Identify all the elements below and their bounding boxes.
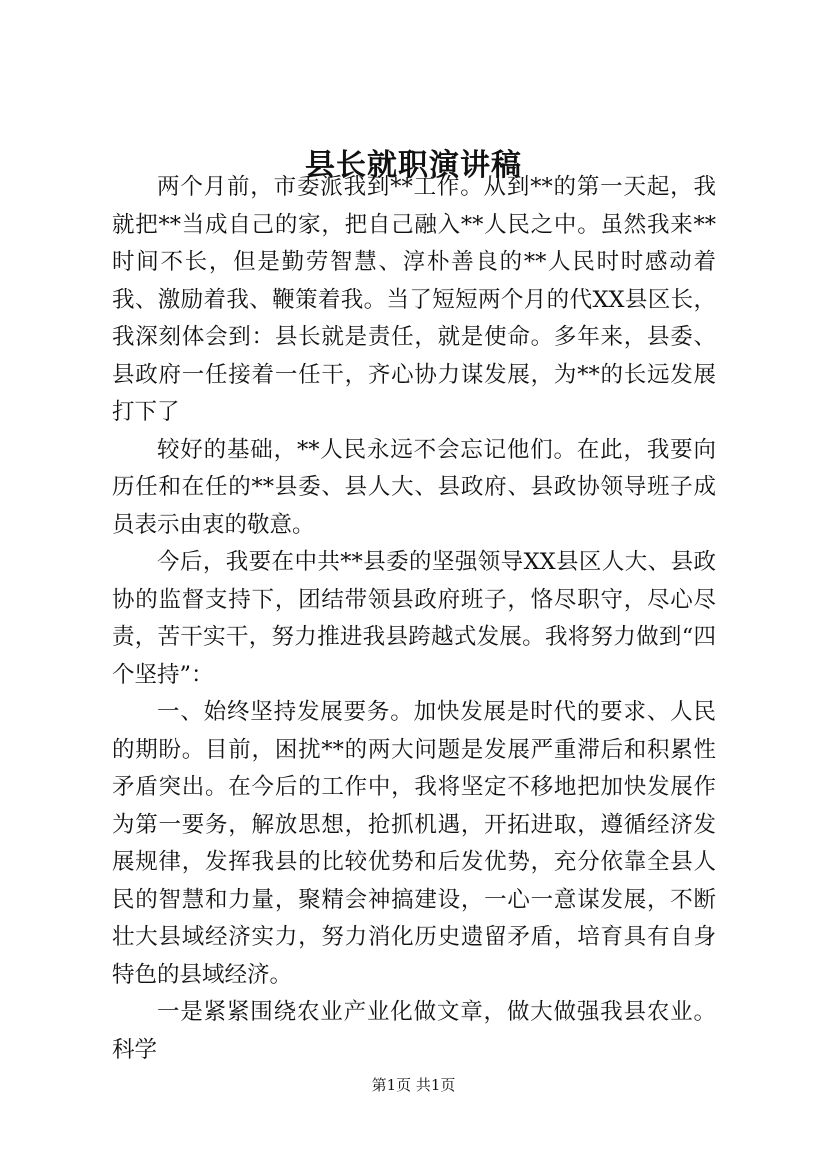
document-body [112,169,716,1069]
paragraph-1: 两个月前，市委派我到**工作。从到**的第一天起，我就把**当成自己的家，把自己融入**人民之中。虽然我来**时间不长，但是勤劳智慧、淳朴善良的**人民时时感动着我、激励着我、鞭策着我。当了短短两个月的代XX县区长，我深刻体会到：县长就是责任，就是使命。多年来，县委、县政府一任接着一任干，齐心协力谋发展，为**的长远发展打下了 [112,174,716,425]
page-footer: 第1页 共1页 [371,1076,456,1094]
paragraph-5: 一是紧紧围绕农业产业化做文章，做大做强我县农业。科学 [112,999,716,1063]
paragraph-4: 一、始终坚持发展要务。加快发展是时代的要求、人民的期盼。目前，困扰**的两大问题是发展严重滞后和积累性矛盾突出。在今后的工作中，我将坚定不移地把加快发展作为第一要务，解放思想，抢抓机遇，开拓进取，遵循经济发展规律，发挥我县的比较优势和后发优势，充分依靠全县人民的智慧和力量，聚精会神搞建设，一心一意谋发展，不断壮大县域经济实力，努力消化历史遗留矛盾，培育具有自身特色的县域经济。 [112,699,716,988]
document-title: 县长就职演讲稿 [305,148,522,183]
paragraph-2: 较好的基础，**人民永远不会忘记他们。在此，我要向历任和在任的**县委、县人大、县政府、县政协领导班子成员表示由衷的敬意。 [112,436,716,538]
paragraph-3: 今后，我要在中共**县委的坚强领导XX县区人大、县政协的监督支持下，团结带领县政府班子，恪尽职守，尽心尽责，苦干实干，努力推进我县跨越式发展。我将努力做到“四个坚持”： [112,549,716,688]
